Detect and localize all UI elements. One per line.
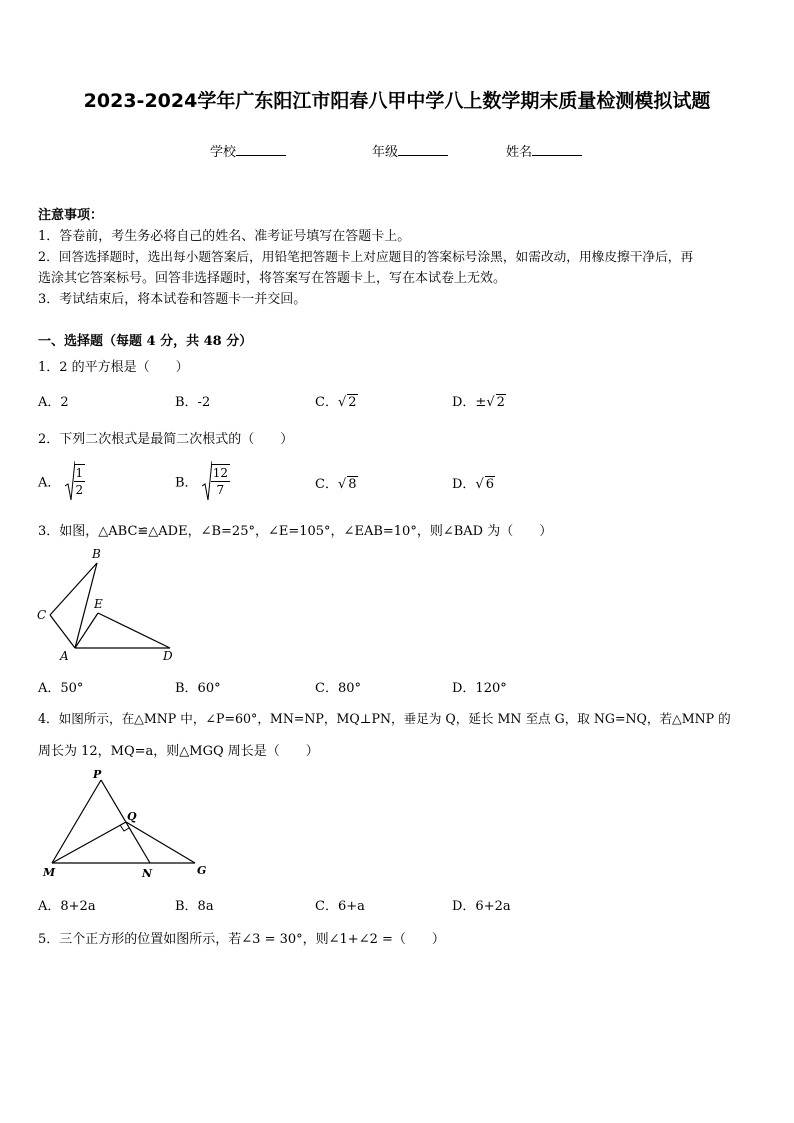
name-blank <box>532 142 582 156</box>
q1-d-prefix: D．± <box>452 395 487 410</box>
vertex-label-Q: Q <box>127 810 137 823</box>
q2-a-numerator: 1 <box>75 466 84 480</box>
school-blank <box>236 142 286 156</box>
vertex-label-C: C <box>37 608 47 622</box>
q2-d-prefix: D． <box>452 477 476 492</box>
q2-option-a[interactable] <box>38 460 85 502</box>
q5-stem: 5．三个正方形的位置如图所示，若∠3 = 30°，则∠1+∠2 =（ ） <box>38 932 445 947</box>
q1-d-radicand: 2 <box>496 395 505 410</box>
section-heading: 一、选择题（每题 4 分，共 48 分） <box>38 334 253 349</box>
segment-ED <box>98 613 170 648</box>
segment-MP <box>52 780 101 863</box>
q4-option-d[interactable]: D．6+2a <box>452 899 511 914</box>
vertex-label-N: N <box>142 867 153 880</box>
q3-option-c[interactable]: C．80° <box>315 681 361 696</box>
q1-option-c[interactable]: C．√ 2 <box>315 395 357 410</box>
vertex-label-E: E <box>94 597 103 611</box>
q4-triangle-figure <box>35 765 220 880</box>
q2-option-d[interactable]: D．√ 6 <box>452 477 495 492</box>
q4-stem-line1: 4．如图所示，在△MNP 中，∠P=60°，MN=NP，MQ⊥PN，垂足为 Q，延长 MN 至点 G，取 NG=NQ，若△MNP 的 <box>38 711 731 726</box>
q2-a-fraction <box>74 464 86 498</box>
grade-blank <box>398 142 448 156</box>
q3-option-a[interactable]: A．50° <box>38 681 84 696</box>
q2-c-radicand: 8 <box>348 477 357 492</box>
q2-option-b[interactable] <box>175 460 230 502</box>
notice-item-2b: 选涂其它答案标号。回答非选择题时，将答案写在答题卡上，写在本试卷上无效。 <box>38 271 507 286</box>
name-field[interactable] <box>506 141 582 160</box>
q2-b-fraction <box>211 464 230 498</box>
q4-stem-line2: 周长为 12，MQ=a，则△MGQ 周长是（ ） <box>38 744 319 759</box>
grade-label: 年级 <box>372 145 399 160</box>
q2-b-numerator: 12 <box>212 466 228 480</box>
q3-triangle-figure <box>30 543 190 668</box>
vertex-label-M: M <box>43 866 56 879</box>
q1-stem: 1．2 的平方根是（ ） <box>38 360 189 375</box>
vertex-label-A: A <box>60 649 69 663</box>
segment-QG <box>126 822 195 863</box>
notice-item-3: 3．考试结束后，将本试卷和答题卡一并交回。 <box>38 292 307 307</box>
segment-PN <box>101 780 150 863</box>
q2-b-denominator: 7 <box>216 483 225 497</box>
segment-AC <box>50 615 75 648</box>
q2-a-denominator: 2 <box>75 483 84 497</box>
q4-option-c[interactable]: C．6+a <box>315 899 365 914</box>
vertex-label-B: B <box>92 547 101 561</box>
q2-c-prefix: C． <box>315 477 338 492</box>
vertex-label-G: G <box>197 864 207 877</box>
q4-option-b[interactable]: B．8a <box>175 899 214 914</box>
q2-a-prefix: A． <box>38 475 61 491</box>
q3-option-b[interactable]: B．60° <box>175 681 221 696</box>
q2-option-c[interactable]: C．√ 8 <box>315 477 357 492</box>
segment-AE <box>75 613 98 648</box>
page-title: 2023-2024学年广东阳江市阳春八甲中学八上数学期末质量检测模拟试题 <box>83 90 711 112</box>
notice-item-2a: 2．回答选择题时，选出每小题答案后，用铅笔把答题卡上对应题目的答案标号涂黑，如需改动，用橡皮擦干净后，再 <box>38 249 694 264</box>
q2-d-radicand: 6 <box>485 477 495 492</box>
segment-MQ <box>52 822 126 863</box>
q1-option-d[interactable]: D．±√ 2 <box>452 395 505 410</box>
notice-item-1: 1．答卷前，考生务必将自己的姓名、准考证号填写在答题卡上。 <box>38 229 411 244</box>
vertex-label-D: D <box>163 649 173 663</box>
school-field[interactable] <box>210 141 286 160</box>
q3-option-d[interactable]: D．120° <box>452 681 507 696</box>
vertex-label-P: P <box>93 768 102 781</box>
q1-option-b[interactable]: B．-2 <box>175 395 211 410</box>
school-label: 学校 <box>210 145 237 160</box>
q1-option-a[interactable]: A．2 <box>38 395 69 410</box>
q1-c-prefix: C． <box>315 395 338 410</box>
q2-stem: 2．下列二次根式是最简二次根式的（ ） <box>38 432 294 447</box>
q3-stem: 3．如图，△ABC≌△ADE，∠B=25°，∠E=105°，∠EAB=10°，则∠BAD 为（ ） <box>38 524 553 539</box>
name-label: 姓名 <box>506 145 533 160</box>
q4-option-a[interactable]: A．8+2a <box>38 899 96 914</box>
notice-heading: 注意事项： <box>38 208 104 223</box>
q2-b-prefix: B． <box>175 475 198 491</box>
grade-field[interactable] <box>372 141 448 160</box>
q1-c-radicand: 2 <box>348 395 357 410</box>
